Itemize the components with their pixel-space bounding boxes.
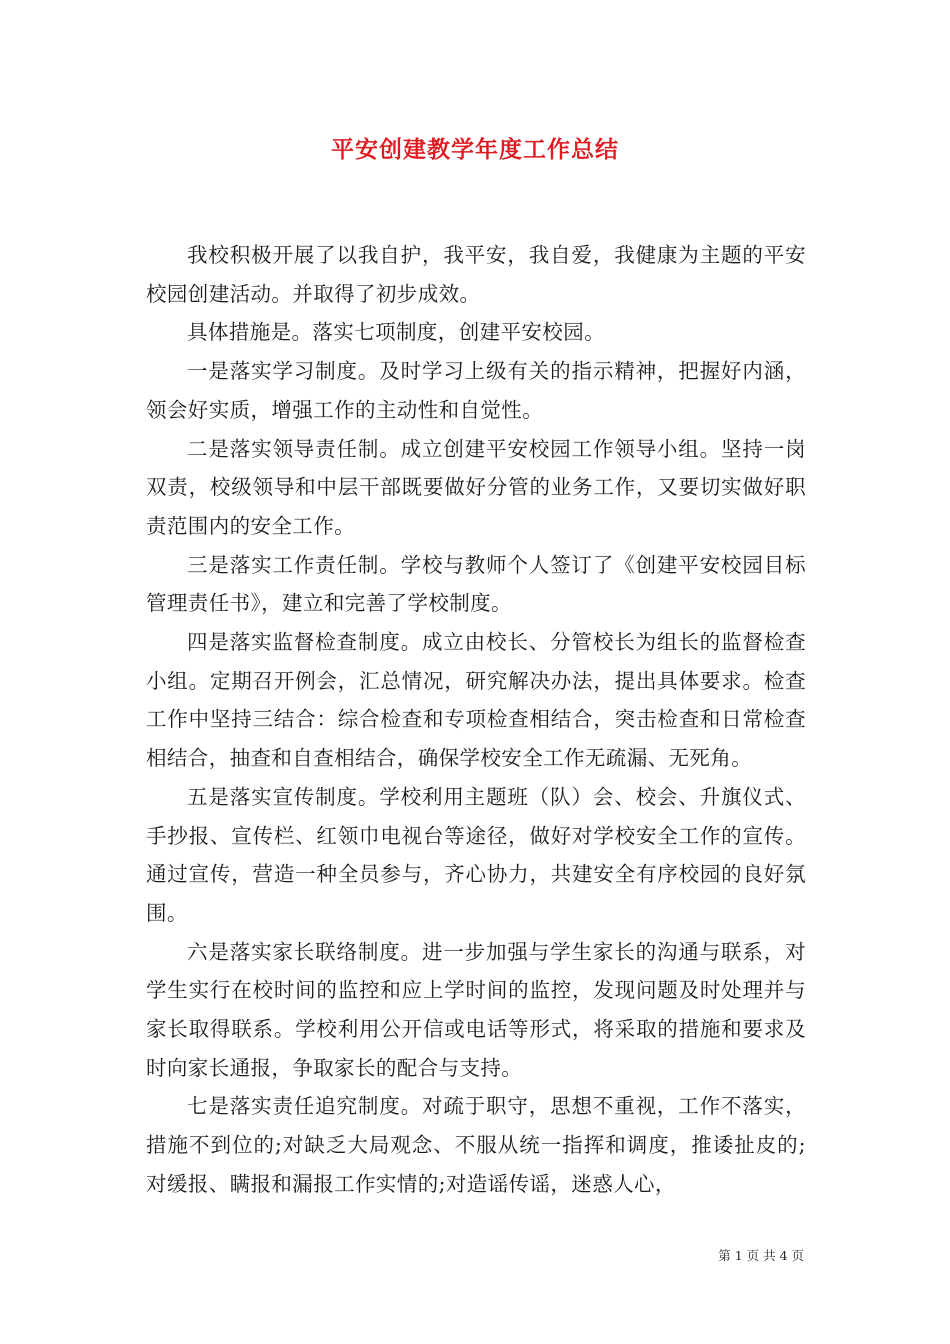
document-body bbox=[146, 236, 806, 1204]
paragraph-item-2: 二是落实领导责任制。成立创建平安校园工作领导小组。坚持一岗双责，校级领导和中层干部既要做好分管的业务工作，又要切实做好职责范围内的安全工作。 bbox=[146, 436, 806, 538]
document-title: 平安创建教学年度工作总结 bbox=[331, 136, 619, 163]
paragraph-measures: 具体措施是。落实七项制度，创建平安校园。 bbox=[187, 320, 605, 345]
paragraph-item-1: 一是落实学习制度。及时学习上级有关的指示精神，把握好内涵，领会好实质，增强工作的主动性和自觉性。 bbox=[146, 359, 806, 422]
paragraph-item-7: 七是落实责任追究制度。对疏于职守，思想不重视，工作不落实，措施不到位的;对缺乏大局观念、不服从统一指挥和调度，推诿扯皮的;对缓报、瞒报和漏报工作实情的;对造谣传谣，迷惑人心， bbox=[146, 1094, 806, 1196]
paragraph-item-5: 五是落实宣传制度。学校利用主题班（队）会、校会、升旗仪式、手抄报、宣传栏、红领巾电视台等途径，做好对学校安全工作的宣传。通过宣传，营造一种全员参与，齐心协力，共建安全有序校园的良好氛围。 bbox=[146, 784, 806, 925]
page-number-label: 第 1 页 共 4 页 bbox=[718, 1248, 804, 1263]
page-number-footer bbox=[718, 1246, 804, 1264]
paragraph-item-6: 六是落实家长联络制度。进一步加强与学生家长的沟通与联系，对学生实行在校时间的监控和应上学时间的监控，发现问题及时处理并与家长取得联系。学校利用公开信或电话等形式，将采取的措施和要求及时向家长通报，争取家长的配合与支持。 bbox=[146, 939, 806, 1080]
paragraph-item-4: 四是落实监督检查制度。成立由校长、分管校长为组长的监督检查小组。定期召开例会，汇总情况，研究解决办法，提出具体要求。检查工作中坚持三结合：综合检查和专项检查相结合，突击检查和日常检查相结合，抽查和自查相结合，确保学校安全工作无疏漏、无死角。 bbox=[146, 630, 806, 771]
paragraph-intro: 我校积极开展了以我自护，我平安，我自爱，我健康为主题的平安校园创建活动。并取得了初步成效。 bbox=[146, 243, 806, 306]
paragraph-item-3: 三是落实工作责任制。学校与教师个人签订了《创建平安校园目标管理责任书》，建立和完善了学校制度。 bbox=[146, 552, 806, 616]
